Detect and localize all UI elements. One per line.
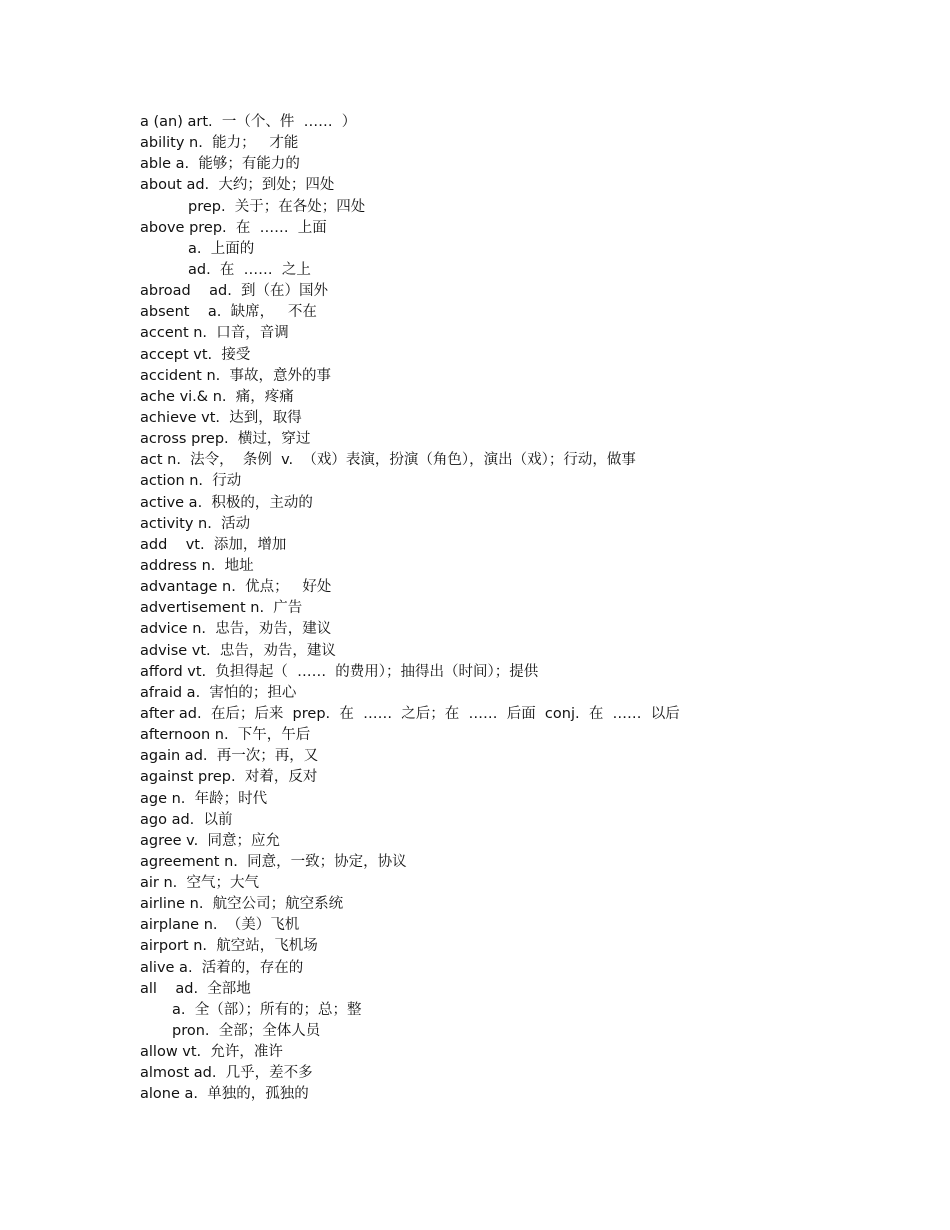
vocab-entry-alive: alive a. 活着的，存在的 xyxy=(140,959,304,976)
vocab-entry-about: about ad. 大约；到处；四处 xyxy=(140,177,335,194)
vocab-entry-airplane: airplane n. （美）飞机 xyxy=(140,917,300,934)
vocab-entry-abroad: abroad ad. 到（在）国外 xyxy=(140,283,329,300)
vocab-entry-afternoon: afternoon n. 下午，午后 xyxy=(140,727,311,744)
vocab-entry-across: across prep. 横过，穿过 xyxy=(140,431,311,448)
vocab-entry-ache: ache vi.& n. 痛，疼痛 xyxy=(140,388,294,405)
vocab-entry-against: against prep. 对着，反对 xyxy=(140,769,318,786)
vocab-entry-agreement: agreement n. 同意，一致；协定，协议 xyxy=(140,853,407,870)
vocab-entry-a-an: a (an) art. 一（个、件 …… ） xyxy=(140,114,357,130)
vocab-entry-airline: airline n. 航空公司；航空系统 xyxy=(140,896,344,913)
vocab-entry-ability: ability n. 能力； 才能 xyxy=(140,135,299,152)
vocab-entry-allow: allow vt. 允许，准许 xyxy=(140,1044,283,1061)
vocab-entry-action: action n. 行动 xyxy=(140,473,242,490)
vocab-entry-advice: advice n. 忠告，劝告，建议 xyxy=(140,621,332,638)
vocab-entry-ago: ago ad. 以前 xyxy=(140,811,233,828)
vocab-entry-able: able a. 能够；有能力的 xyxy=(140,156,300,173)
vocab-entry-advise: advise vt. 忠告，劝告，建议 xyxy=(140,642,336,659)
vocab-entry-above-a: a. 上面的 xyxy=(188,240,255,257)
vocab-entry-all-a: a. 全（部）；所有的；总；整 xyxy=(172,1001,362,1018)
vocab-entry-almost: almost ad. 几乎，差不多 xyxy=(140,1065,313,1082)
vocab-entry-activity: activity n. 活动 xyxy=(140,515,251,532)
vocabulary-list xyxy=(140,112,900,1106)
vocab-entry-alone: alone a. 单独的，孤独的 xyxy=(140,1086,309,1103)
vocab-entry-above-ad: ad. 在 …… 之上 xyxy=(188,261,311,278)
vocab-entry-accept: accept vt. 接受 xyxy=(140,346,251,363)
vocab-entry-absent: absent a. 缺席， 不在 xyxy=(140,304,317,321)
vocab-entry-again: again ad. 再一次；再，又 xyxy=(140,748,319,765)
vocab-entry-air: air n. 空气；大气 xyxy=(140,875,260,892)
vocab-entry-after: after ad. 在后；后来 prep. 在 …… 之后；在 …… 后面 conj. 在 …… 以后 xyxy=(140,705,680,722)
vocab-entry-age: age n. 年龄；时代 xyxy=(140,790,268,807)
vocab-entry-airport: airport n. 航空站，飞机场 xyxy=(140,938,318,955)
vocab-entry-advertisement: advertisement n. 广告 xyxy=(140,600,303,617)
vocab-entry-active: active a. 积极的，主动的 xyxy=(140,494,313,511)
vocab-entry-address: address n. 地址 xyxy=(140,557,254,574)
vocab-entry-afford: afford vt. 负担得起（ …… 的费用）；抽得出（时间）；提供 xyxy=(140,663,539,680)
vocab-entry-accident: accident n. 事故，意外的事 xyxy=(140,367,331,384)
vocab-entry-act: act n. 法令， 条例 v. （戏）表演，扮演（角色），演出（戏）；行动，做事 xyxy=(140,452,636,469)
vocab-entry-all: all ad. 全部地 xyxy=(140,980,251,997)
vocab-entry-achieve: achieve vt. 达到，取得 xyxy=(140,409,302,426)
vocab-entry-add: add vt. 添加，增加 xyxy=(140,536,287,553)
vocab-entry-above: above prep. 在 …… 上面 xyxy=(140,219,327,236)
vocab-entry-advantage: advantage n. 优点； 好处 xyxy=(140,579,332,596)
vocab-entry-all-pron: pron. 全部；全体人员 xyxy=(172,1023,321,1040)
vocab-entry-agree: agree v. 同意；应允 xyxy=(140,832,280,849)
vocab-entry-afraid: afraid a. 害怕的；担心 xyxy=(140,684,297,701)
vocab-entry-about-prep: prep. 关于；在各处；四处 xyxy=(188,198,366,215)
vocab-entry-accent: accent n. 口音，音调 xyxy=(140,325,289,342)
